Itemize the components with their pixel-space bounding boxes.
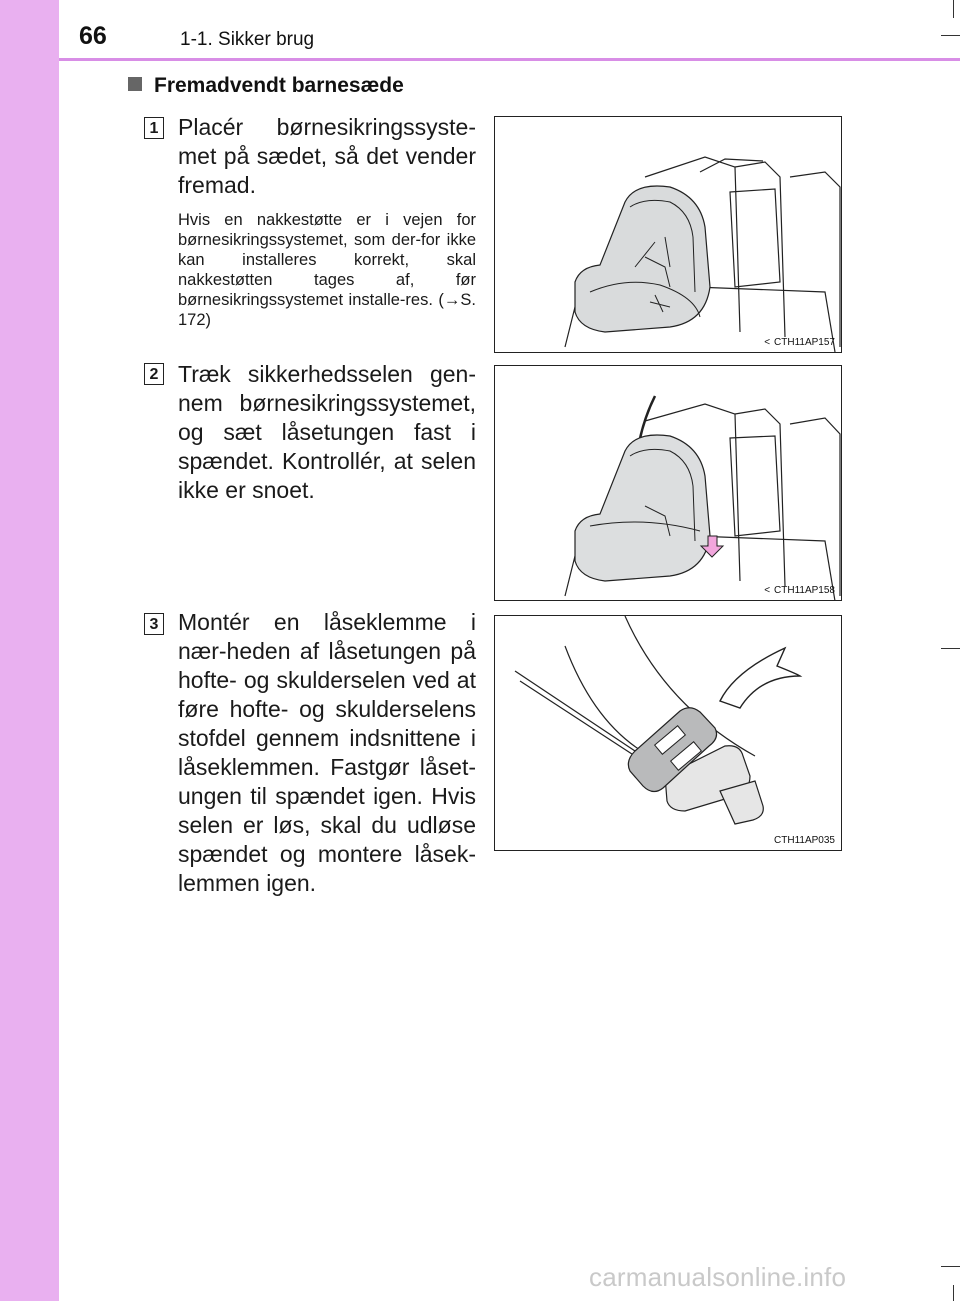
section-title: 1-1. Sikker brug: [180, 29, 315, 50]
child-seat-illustration: [495, 117, 842, 353]
pointer-icon: <: [764, 337, 771, 348]
pointer-icon: <: [764, 585, 771, 596]
figure-code: CTH11AP035: [774, 835, 835, 846]
step-number: 1: [144, 117, 164, 139]
crop-mark: [953, 0, 954, 18]
crop-mark: [953, 1285, 954, 1301]
locking-clip-illustration: [495, 616, 842, 851]
step-text: Placér børnesikringssyste-met på sædet, så det vender fremad.: [178, 114, 476, 198]
figure-code: < CTH11AP158: [764, 585, 835, 596]
crop-mark: [941, 1266, 960, 1267]
page-number: 66: [79, 22, 107, 50]
crop-mark: [941, 648, 960, 649]
seatbelt-illustration: [495, 366, 842, 601]
step-text: Træk sikkerhedsselen gen-nem børnesikringssystemet, og sæt låsetungen fast i spændet. Kontrollér, at selen ikke er snoet.: [178, 361, 476, 503]
square-bullet-icon: [128, 77, 142, 91]
step-text: Montér en låseklemme i nær-heden af låsetungen på hofte- og skulderselen ved at føre hofte- og skulderselens stofdel gennem indsnittene i låseklemmen. Fastgør låset-ungen til spændet igen. Hvis selen er løs, skal du udløse spændet og montere låsek-lemmen igen.: [178, 609, 476, 896]
step-number: 2: [144, 363, 164, 385]
step-note: Hvis en nakkestøtte er i vejen for børnesikringssystemet, som der-for ikke kan installeres korrekt, skal nakkestøtten tages af, før børnesikringssystemet installe-res. (→S. 172): [178, 211, 476, 329]
figure-locking-clip: [494, 615, 842, 851]
crop-mark: [941, 35, 960, 36]
step-number: 3: [144, 613, 164, 635]
figure-seatbelt-routing: [494, 365, 842, 601]
figure-code: < CTH11AP157: [764, 337, 835, 348]
heading: [128, 74, 404, 98]
figure-child-seat-placement: [494, 116, 842, 353]
watermark: carmanualsonline.info: [589, 1262, 847, 1292]
heading-text: Fremadvendt barnesæde: [154, 74, 404, 97]
header-rule: [59, 58, 960, 61]
chapter-sidebar-tab: [0, 0, 59, 1301]
